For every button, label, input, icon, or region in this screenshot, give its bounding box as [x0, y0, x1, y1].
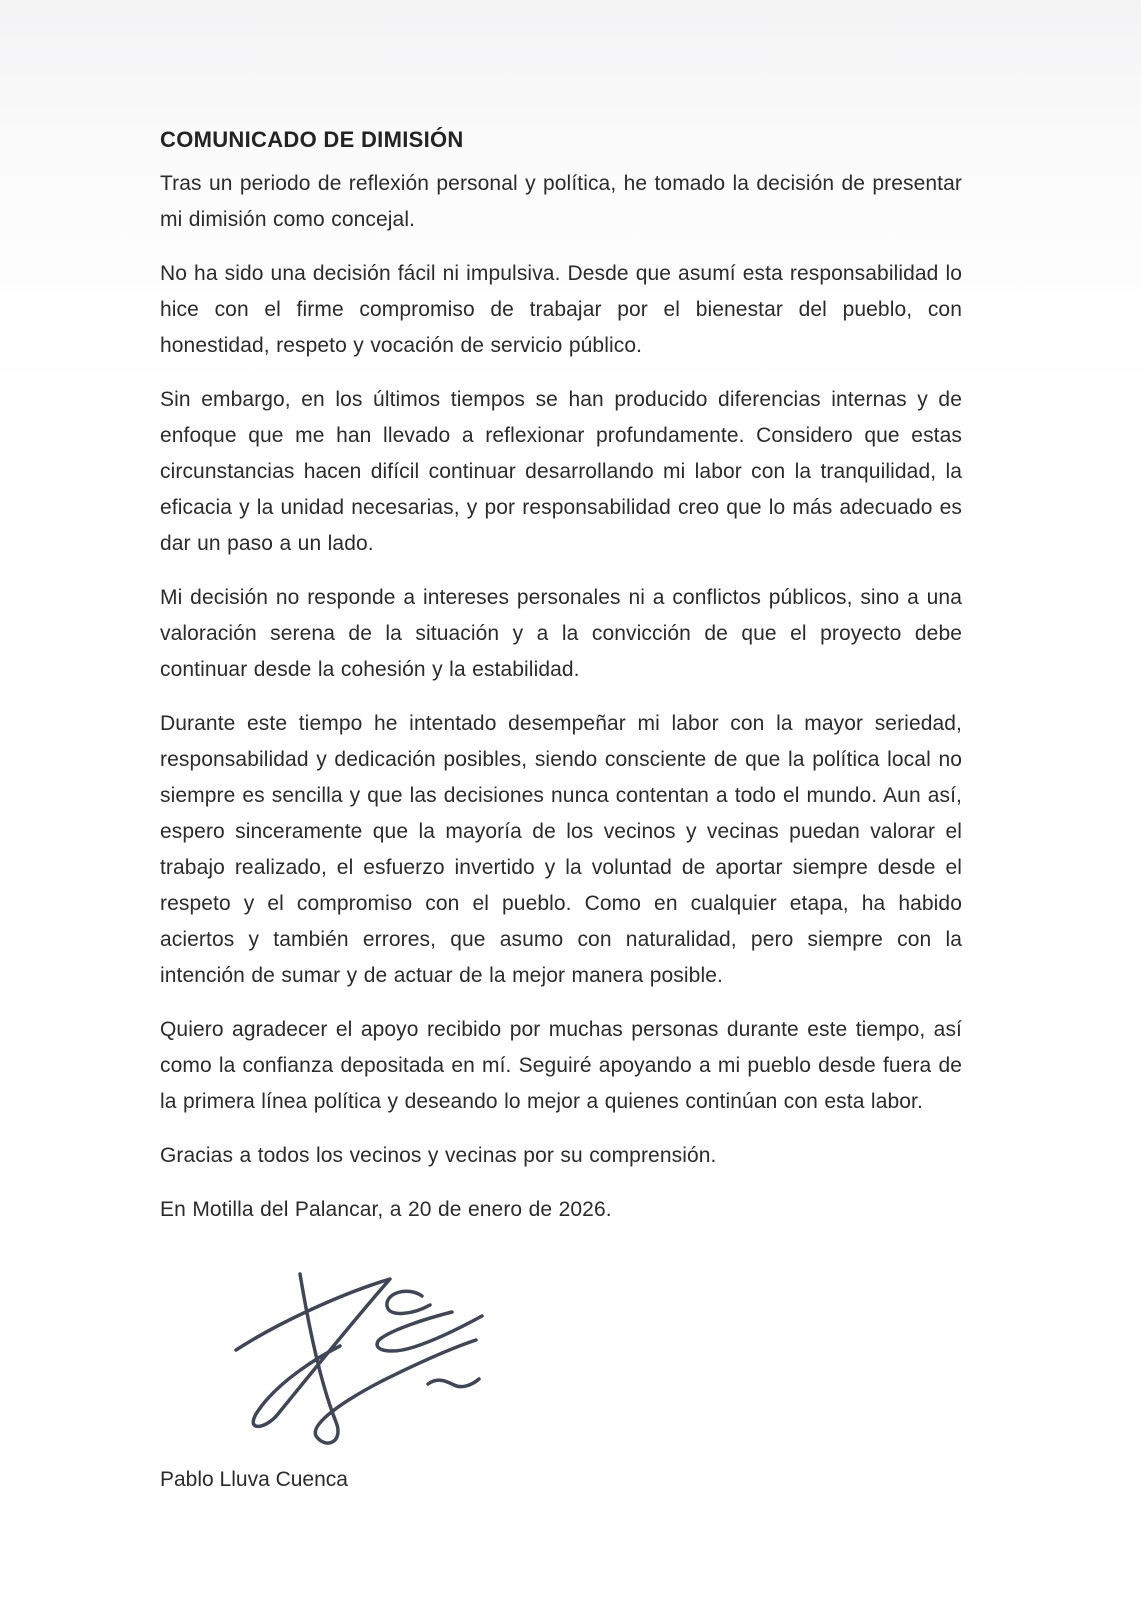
document-title: COMUNICADO DE DIMISIÓN — [160, 127, 464, 152]
paragraph-intro: Tras un periodo de reflexión personal y política, he tomado la decisión de presentar mi dimisión como concejal. — [160, 172, 962, 231]
paragraph-commitment: No ha sido una decisión fácil ni impulsiva. Desde que asumí esta responsabilidad lo hice con el firme compromiso de trabajar por el bienestar del pueblo, con honestidad, respeto y vocación de servicio público. — [160, 262, 962, 357]
paragraph-place-date: En Motilla del Palancar, a 20 de enero de 2026. — [160, 1198, 612, 1221]
paragraph-balance: Durante este tiempo he intentado desempeñar mi labor con la mayor seriedad, responsabilidad y dedicación posibles, siendo consciente de que la política local no siempre es sencilla y que las decisiones nunca contentan a todo el mundo. Aun así, espero sinceramente que la mayoría de los vecinos y vecinas puedan valorar el trabajo realizado, el esfuerzo invertido y la voluntad de aportar siempre desde el respeto y el compromiso con el pueblo. Como en cualquier etapa, ha habido aciertos y también errores, que asumo con naturalidad, pero siempre con la intención de sumar y de actuar de la mejor manera posible. — [160, 712, 962, 987]
handwritten-signature-image — [188, 1254, 548, 1454]
signer-name: Pablo Lluva Cuenca — [160, 1468, 348, 1491]
paragraph-thanks-neighbors: Gracias a todos los vecinos y vecinas por su comprensión. — [160, 1144, 717, 1167]
paragraph-motivation: Mi decisión no responde a intereses personales ni a conflictos públicos, sino a una valoración serena de la situación y a la convicción de que el proyecto debe continuar desde la cohesión y la estabilidad. — [160, 586, 962, 681]
paragraph-reasons: Sin embargo, en los últimos tiempos se han producido diferencias internas y de enfoque que me han llevado a reflexionar profundamente. Considero que estas circunstancias hacen difícil continuar desarrollando mi labor con la tranquilidad, la eficacia y la unidad necesarias, y por responsabilidad creo que lo más adecuado es dar un paso a un lado. — [160, 388, 962, 555]
signature-icon — [188, 1254, 548, 1454]
paragraph-thanks-support: Quiero agradecer el apoyo recibido por muchas personas durante este tiempo, así como la confianza depositada en mí. Seguiré apoyando a mi pueblo desde fuera de la primera línea política y deseando lo mejor a quienes continúan con esta labor. — [160, 1018, 962, 1113]
